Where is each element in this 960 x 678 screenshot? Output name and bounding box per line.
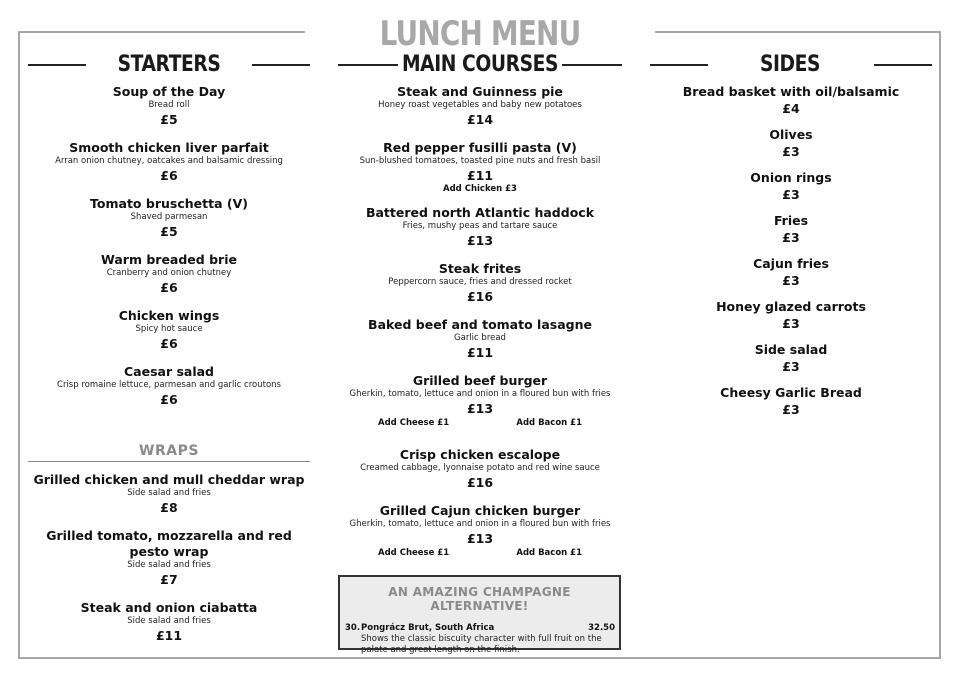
menu-item: [650, 342, 932, 375]
sides-heading: SIDES: [759, 52, 821, 77]
menu-item: [650, 299, 932, 332]
item-price: £16: [466, 475, 494, 490]
addon-bacon: Add Bacon £1: [516, 418, 582, 428]
page-title: LUNCH MENU: [379, 14, 581, 54]
item-price: £7: [160, 572, 178, 587]
menu-item: [650, 385, 932, 418]
champagne-wine-row: [345, 623, 615, 633]
item-desc: Gherkin, tomato, lettuce and onion in a floured bun with fries: [349, 389, 611, 399]
menu-item: [338, 140, 622, 195]
menu-item: [28, 472, 310, 516]
menu-item: [338, 373, 622, 429]
item-desc: Bread roll: [148, 100, 190, 110]
item-price: £3: [782, 230, 800, 245]
mains-rule-left: [338, 64, 398, 66]
menu-item: [338, 84, 622, 128]
item-name: Cheesy Garlic Bread: [720, 385, 862, 400]
item-name: Tomato bruschetta (V): [90, 196, 248, 211]
menu-item: [338, 261, 622, 305]
item-price: £13: [466, 233, 494, 248]
menu-item: [28, 140, 310, 184]
starters-rule-right: [252, 64, 310, 66]
menu-item: [338, 503, 622, 559]
item-desc: Side salad and fries: [127, 616, 211, 626]
menu-item: [28, 364, 310, 408]
item-price: £6: [160, 336, 178, 351]
item-name: Grilled Cajun chicken burger: [379, 503, 581, 518]
item-desc: Side salad and fries: [127, 488, 211, 498]
item-name: Chicken wings: [118, 308, 220, 323]
wraps-heading: WRAPS: [139, 443, 199, 459]
wine-price: 32.50: [588, 623, 615, 633]
item-price: £11: [466, 345, 494, 360]
menu-item: [338, 317, 622, 361]
item-desc: Garlic bread: [454, 333, 506, 343]
mains-heading: MAIN COURSES: [401, 52, 559, 77]
item-price: £5: [160, 224, 178, 239]
item-desc: Shaved parmesan: [130, 212, 208, 222]
item-addons: [338, 548, 622, 559]
item-desc: Peppercorn sauce, fries and dressed rocket: [388, 277, 572, 287]
item-name: Fries: [773, 213, 809, 228]
menu-item: [28, 84, 310, 128]
item-price: £13: [466, 531, 494, 546]
addon-bacon: Add Bacon £1: [516, 548, 582, 558]
menu-item: [28, 196, 310, 240]
item-addons: [338, 418, 622, 429]
item-desc: Fries, mushy peas and tartare sauce: [402, 221, 558, 231]
champagne-box: [338, 575, 621, 655]
item-name: Steak and Guinness pie: [397, 84, 563, 99]
menu-item: [338, 205, 622, 249]
item-name: Side salad: [754, 342, 828, 357]
wraps-column: [28, 472, 310, 656]
menu-item: [650, 170, 932, 203]
item-name: Soup of the Day: [112, 84, 226, 99]
menu-item: [338, 447, 622, 491]
item-desc: Creamed cabbage, lyonnaise potato and red wine sauce: [360, 463, 600, 473]
starters-heading: STARTERS: [117, 52, 221, 77]
item-price: £3: [782, 144, 800, 159]
item-name: Onion rings: [750, 170, 832, 185]
menu-item: [28, 528, 310, 588]
item-name: Battered north Atlantic haddock: [365, 205, 595, 220]
item-desc: Crisp romaine lettuce, parmesan and garlic croutons: [57, 380, 281, 390]
wine-number: 30.: [345, 623, 361, 633]
item-price: £3: [782, 187, 800, 202]
addon-cheese: Add Cheese £1: [378, 418, 450, 428]
item-name: Baked beef and tomato lasagne: [368, 317, 592, 332]
starters-rule-left: [28, 64, 86, 66]
item-name: Grilled beef burger: [412, 373, 548, 388]
wine-name: Pongrácz Brut, South Africa: [361, 623, 495, 633]
item-name: Warm breaded brie: [101, 252, 237, 267]
item-price: £3: [782, 359, 800, 374]
item-price: £5: [160, 112, 178, 127]
item-name: Steak and onion ciabatta: [80, 600, 258, 615]
addon-cheese: Add Cheese £1: [378, 548, 450, 558]
mains-rule-right: [562, 64, 622, 66]
item-name: Grilled tomato, mozzarella and red pesto wrap: [46, 528, 292, 559]
menu-item: [28, 308, 310, 352]
item-desc: Honey roast vegetables and baby new potatoes: [378, 100, 582, 110]
item-price: £6: [160, 280, 178, 295]
item-desc: Arran onion chutney, oatcakes and balsamic dressing: [55, 156, 283, 166]
wraps-rule: [28, 461, 310, 462]
sides-rule-right: [874, 64, 932, 66]
item-name: Bread basket with oil/balsamic: [682, 84, 900, 99]
item-desc: Sun-blushed tomatoes, toasted pine nuts and fresh basil: [359, 156, 601, 166]
item-desc: Gherkin, tomato, lettuce and onion in a floured bun with fries: [349, 519, 611, 529]
item-price: £3: [782, 316, 800, 331]
item-price: £6: [160, 168, 178, 183]
menu-item: [650, 256, 932, 289]
item-extra: Add Chicken £3: [443, 184, 517, 194]
item-name: Crisp chicken escalope: [399, 447, 561, 462]
menu-item: [650, 84, 932, 117]
item-desc: Cranberry and onion chutney: [106, 268, 232, 278]
item-price: £11: [466, 168, 494, 183]
item-price: £16: [466, 289, 494, 304]
item-price: £6: [160, 392, 178, 407]
starters-column: [28, 84, 310, 420]
item-price: £3: [782, 402, 800, 417]
item-price: £14: [466, 112, 494, 127]
item-name: Olives: [769, 127, 813, 142]
sides-rule-left: [650, 64, 708, 66]
item-price: £8: [160, 500, 178, 515]
menu-item: [28, 600, 310, 644]
menu-item: [650, 213, 932, 246]
item-name: Honey glazed carrots: [716, 299, 866, 314]
menu-item: [650, 127, 932, 160]
item-desc: Spicy hot sauce: [135, 324, 203, 334]
item-name: Grilled chicken and mull cheddar wrap: [33, 472, 305, 487]
item-price: £4: [782, 101, 800, 116]
sides-column: [650, 84, 932, 428]
item-name: Red pepper fusilli pasta (V): [383, 140, 577, 155]
wine-description: Shows the classic biscuity character with full fruit on the palate and great length on the finish.: [361, 634, 602, 655]
item-name: Smooth chicken liver parfait: [69, 140, 269, 155]
item-price: £11: [155, 628, 183, 643]
item-desc: Side salad and fries: [127, 560, 211, 570]
item-price: £13: [466, 401, 494, 416]
menu-item: [28, 252, 310, 296]
item-price: £3: [782, 273, 800, 288]
mains-column: [338, 84, 622, 571]
item-name: Caesar salad: [123, 364, 215, 379]
item-name: Cajun fries: [753, 256, 829, 271]
item-name: Steak frites: [438, 261, 522, 276]
champagne-heading: AN AMAZING CHAMPAGNE ALTERNATIVE!: [388, 585, 571, 613]
